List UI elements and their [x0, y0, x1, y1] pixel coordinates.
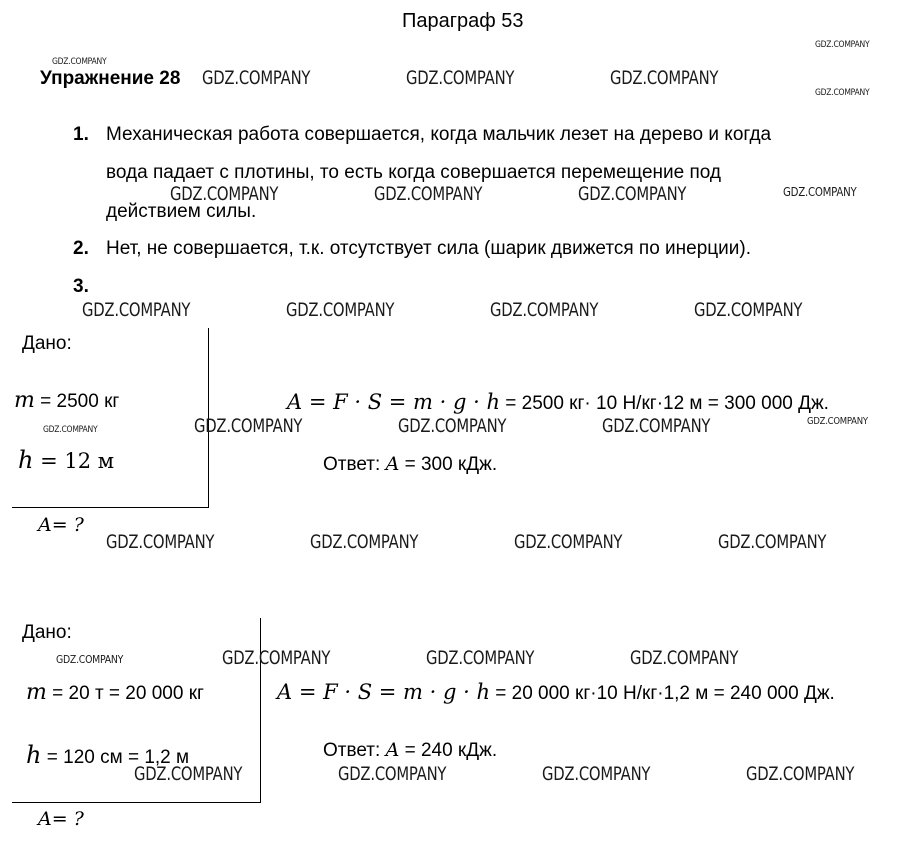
problem1-mass-var: m: [14, 388, 35, 413]
problem2-formula-lhs: A = F · S = m · g · h: [277, 680, 490, 704]
watermark: GDZ.COMPANY: [694, 299, 803, 321]
watermark: GDZ.COMPANY: [202, 67, 311, 89]
problem2-given-label: Дано:: [22, 622, 72, 643]
problem1-height-value: = 12 м: [33, 449, 115, 473]
problem1-answer-var: A: [385, 453, 400, 475]
watermark: GDZ.COMPANY: [170, 183, 279, 205]
problem1-formula: [287, 390, 829, 415]
exercise-label: Упражнение 28: [40, 68, 181, 89]
problem1-unknown-text: A= ?: [38, 514, 84, 536]
problem1-answer-prefix: Ответ:: [323, 454, 386, 475]
watermark: GDZ.COMPANY: [514, 531, 623, 553]
watermark: GDZ.COMPANY: [374, 183, 483, 205]
watermark: GDZ.COMPANY: [82, 299, 191, 321]
answer-number-1: 1.: [73, 124, 89, 145]
watermark: GDZ.COMPANY: [286, 299, 395, 321]
answer-1-line-2: вода падает с плотины, то есть когда совершается перемещение под: [106, 162, 721, 183]
problem1-formula-lhs: A = F · S = m · g · h: [287, 390, 500, 414]
answer-1-line-3: действием силы.: [106, 201, 257, 222]
watermark: GDZ.COMPANY: [338, 763, 447, 785]
problem2-formula: [277, 680, 835, 705]
watermark: GDZ.COMPANY: [490, 299, 599, 321]
problem2-given-vertical-rule: [260, 618, 261, 802]
watermark: GDZ.COMPANY: [783, 185, 857, 199]
problem1-mass-value: = 2500 кг: [34, 391, 120, 412]
problem2-answer-var: A: [385, 739, 400, 761]
watermark: GDZ.COMPANY: [56, 653, 124, 666]
watermark: GDZ.COMPANY: [807, 416, 868, 427]
problem2-mass: [26, 680, 204, 705]
watermark: GDZ.COMPANY: [630, 647, 739, 669]
watermark: GDZ.COMPANY: [106, 531, 215, 553]
watermark: GDZ.COMPANY: [52, 57, 107, 67]
problem2-mass-var: m: [26, 680, 47, 705]
problem1-given-horizontal-rule: [12, 507, 209, 508]
problem2-answer: [323, 739, 497, 762]
answer-1-line-1: Механическая работа совершается, когда мальчик лезет на дерево и когда: [106, 124, 772, 145]
page-title: Параграф 53: [402, 10, 524, 32]
problem2-answer-value: = 240 кДж.: [399, 740, 498, 761]
problem2-mass-value: = 20 т = 20 000 кг: [46, 683, 204, 704]
problem2-answer-prefix: Ответ:: [323, 740, 386, 761]
problem1-unknown: [38, 514, 84, 537]
watermark: GDZ.COMPANY: [815, 40, 870, 50]
watermark: GDZ.COMPANY: [815, 88, 870, 98]
watermark: GDZ.COMPANY: [43, 425, 98, 435]
problem1-given-label: Дано:: [22, 333, 72, 354]
watermark: GDZ.COMPANY: [578, 183, 687, 205]
watermark: GDZ.COMPANY: [310, 531, 419, 553]
watermark: GDZ.COMPANY: [718, 531, 827, 553]
problem1-answer-value: = 300 кДж.: [399, 454, 498, 475]
problem1-answer: [323, 453, 497, 476]
watermark: GDZ.COMPANY: [222, 647, 331, 669]
watermark: GDZ.COMPANY: [542, 763, 651, 785]
watermark: GDZ.COMPANY: [134, 763, 243, 785]
problem2-height-var: h: [26, 741, 42, 769]
watermark: GDZ.COMPANY: [610, 67, 719, 89]
watermark: GDZ.COMPANY: [602, 415, 711, 437]
problem1-formula-rhs: = 2500 кг· 10 Н/кг·12 м = 300 000 Дж.: [499, 393, 829, 414]
watermark: GDZ.COMPANY: [398, 415, 507, 437]
problem2-unknown: [38, 808, 84, 831]
watermark: GDZ.COMPANY: [406, 67, 515, 89]
problem1-mass: [14, 388, 119, 413]
problem1-height: [18, 446, 114, 474]
problem2-height-value: = 120 см = 1,2 м: [41, 747, 190, 768]
problem1-height-var: h: [18, 446, 34, 474]
answer-number-2: 2.: [73, 238, 89, 259]
watermark: GDZ.COMPANY: [746, 763, 855, 785]
problem2-formula-rhs: = 20 000 кг·10 Н/кг·1,2 м = 240 000 Дж.: [489, 683, 835, 704]
problem2-unknown-text: A= ?: [38, 808, 84, 830]
problem2-given-horizontal-rule: [12, 802, 261, 803]
answer-2-text: Нет, не совершается, т.к. отсутствует сила (шарик движется по инерции).: [106, 238, 752, 259]
watermark: GDZ.COMPANY: [426, 647, 535, 669]
watermark: GDZ.COMPANY: [194, 415, 303, 437]
answer-number-3: 3.: [73, 276, 89, 297]
